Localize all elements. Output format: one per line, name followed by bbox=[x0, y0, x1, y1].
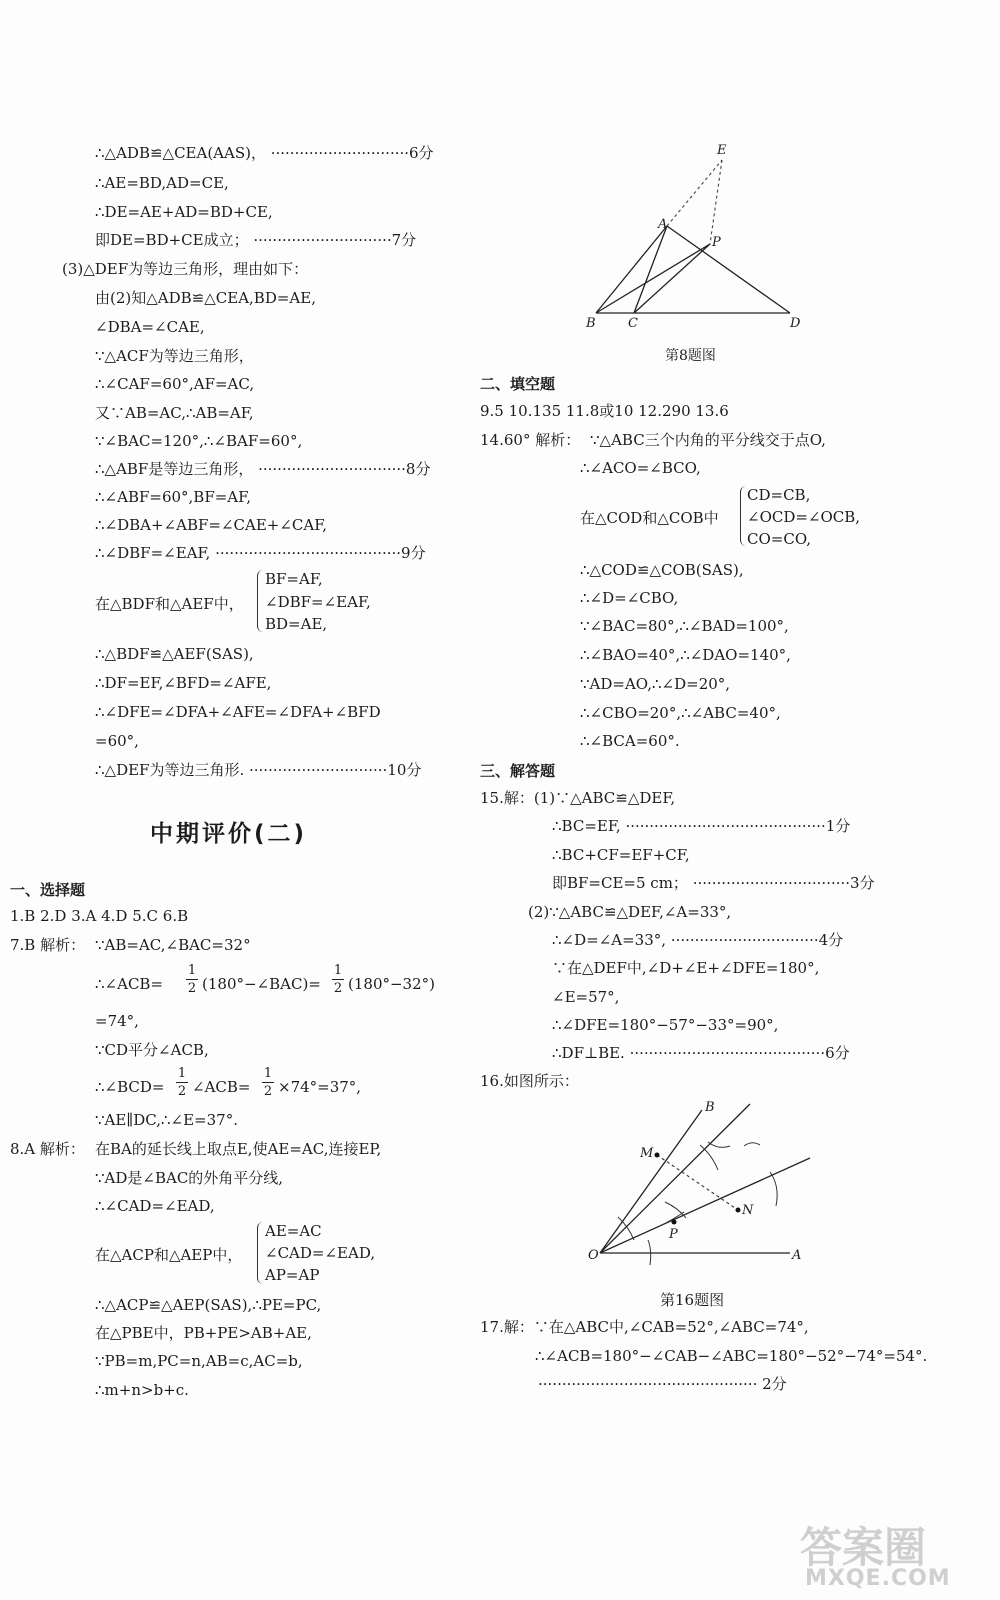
text-line: 在△COD和△COB中 bbox=[580, 509, 719, 527]
text-line: ∵CD平分∠ACB, bbox=[95, 1041, 209, 1059]
text-line: ∴∠DFE=180°−57°−33°=90°, bbox=[552, 1016, 779, 1034]
text-line: ∴∠ACO=∠BCO, bbox=[580, 459, 701, 477]
text-line: ∴DE=AE+AD=BD+CE, bbox=[95, 203, 273, 221]
text-line: (180°−32°) bbox=[348, 975, 435, 993]
text-line: ∠OCD=∠OCB, bbox=[747, 508, 861, 526]
text-line: ∴AE=BD,AD=CE, bbox=[95, 174, 229, 192]
text-line: ×74°=37°, bbox=[278, 1078, 362, 1096]
text-line: ∠E=57°, bbox=[552, 988, 620, 1006]
heading: 三、解答题 bbox=[480, 762, 556, 780]
text-line: ∴∠BCA=60°. bbox=[580, 732, 680, 750]
fig-label: O bbox=[588, 1248, 599, 1263]
figure-caption: 第16题图 bbox=[660, 1291, 725, 1309]
text-line: CO=CO, bbox=[747, 530, 812, 548]
text-line: ∵△ABC三个内角的平分线交于点O, bbox=[590, 431, 826, 449]
fig-label: P bbox=[669, 1227, 678, 1242]
text-line: ∴∠ABF=60°,BF=AF, bbox=[95, 488, 251, 506]
text-line: =60°, bbox=[95, 732, 139, 750]
text-line: ∴∠BAO=40°,∴∠DAO=140°, bbox=[580, 646, 791, 664]
text-line: 17.解：∵在△ABC中,∠CAB=52°,∠ABC=74°, bbox=[480, 1318, 809, 1336]
text-line: ∴∠ACB= bbox=[95, 975, 164, 993]
heading: 一、选择题 bbox=[10, 881, 86, 899]
text-line: ∠DBF=∠EAF, bbox=[265, 593, 371, 611]
text-line: 由(2)知△ADB≌△CEA,BD=AE, bbox=[95, 289, 316, 307]
text-line: CD=CB, bbox=[747, 486, 811, 504]
text-line: ∠ACB= bbox=[192, 1078, 251, 1096]
text-line: 又∵AB=AC,∴AB=AF, bbox=[95, 404, 254, 422]
fig-label: P bbox=[712, 235, 721, 250]
text-line: ∴∠CAD=∠EAD, bbox=[95, 1197, 215, 1215]
fig-label: N bbox=[742, 1203, 754, 1218]
text-line: ∴BC=EF, ··········································1分 bbox=[552, 817, 851, 835]
point-m bbox=[655, 1153, 660, 1158]
text-line: ∴∠DBF=∠EAF, ·······································9分 bbox=[95, 544, 426, 562]
fig-label: E bbox=[717, 143, 727, 158]
text-line: 即BF=CE=5 cm； ·································3分 bbox=[552, 874, 875, 892]
text-line: ∴△ABF是等边三角形， ·······························8分 bbox=[95, 460, 431, 478]
text-line: 7.B 解析： bbox=[10, 936, 86, 954]
text-line: ∴△ACP≌△AEP(SAS),∴PE=PC, bbox=[95, 1296, 322, 1314]
text-line: 16.如图所示： bbox=[480, 1072, 579, 1090]
text-line: ∴△ADB≌△CEA(AAS)， ·····························6分 bbox=[95, 144, 434, 162]
fig-label: M bbox=[640, 1146, 654, 1161]
text-line: ∠CAD=∠EAD, bbox=[265, 1244, 376, 1262]
text-line: 8.A 解析： bbox=[10, 1140, 85, 1158]
fig-label: A bbox=[658, 217, 668, 232]
fig-label: B bbox=[705, 1100, 715, 1115]
answers: 1.B 2.D 3.A 4.D 5.C 6.B bbox=[10, 907, 189, 925]
text-line: ∴∠D=∠CBO, bbox=[580, 589, 679, 607]
text-line: =74°, bbox=[95, 1012, 139, 1030]
fig-label: A bbox=[792, 1248, 802, 1263]
heading: 二、填空题 bbox=[480, 375, 556, 393]
text-line: 14.60° 解析： bbox=[480, 431, 581, 449]
fig-label: D bbox=[790, 316, 801, 331]
text-line: ∠DBA=∠CAE, bbox=[95, 318, 205, 336]
text-line: ∴△COD≌△COB(SAS), bbox=[580, 561, 744, 579]
text-line: ∵AE∥DC,∴∠E=37°. bbox=[95, 1111, 238, 1129]
text-line: ∵∠BAC=80°,∴∠BAD=100°, bbox=[580, 617, 789, 635]
text-line: ∵在△DEF中,∠D+∠E+∠DFE=180°, bbox=[552, 959, 820, 977]
text-line: ∴DF=EF,∠BFD=∠AFE, bbox=[95, 674, 272, 692]
text-line: (2)∵△ABC≌△DEF,∠A=33°, bbox=[528, 903, 732, 921]
text-line: ∴∠ACB=180°−∠CAB−∠ABC=180°−52°−74°=54°. bbox=[535, 1347, 928, 1365]
text-line: 15.解：(1)∵△ABC≌△DEF, bbox=[480, 789, 676, 807]
fraction: 1 2 bbox=[187, 963, 197, 996]
fig-label: B bbox=[586, 316, 596, 331]
text-line: 在△BDF和△AEF中， bbox=[95, 595, 244, 613]
text-line: ∴∠D=∠A=33°, ·······························4分 bbox=[552, 931, 844, 949]
text-line: ∴DF⊥BE. ·········································6分 bbox=[552, 1044, 850, 1062]
answers: 9.5 10.135 11.8或10 12.290 13.6 bbox=[480, 402, 729, 420]
text-line: ∴∠BCD= bbox=[95, 1078, 165, 1096]
text-line: ∵AB=AC,∠BAC=32° bbox=[95, 936, 251, 954]
figure-caption: 第8题图 bbox=[665, 348, 716, 364]
fig-label: C bbox=[628, 316, 638, 331]
text-line: ∵∠BAC=120°,∴∠BAF=60°, bbox=[95, 432, 303, 450]
text-line: 在△ACP和△AEP中， bbox=[95, 1246, 243, 1264]
point-n bbox=[736, 1208, 741, 1213]
section-title: 中期评价(二) bbox=[150, 821, 308, 847]
text-line: 在BA的延长线上取点E,使AE=AC,连接EP, bbox=[95, 1140, 382, 1158]
text-line: ∵△ACF为等边三角形， bbox=[95, 347, 254, 365]
text-line: AE=AC bbox=[265, 1222, 322, 1240]
fraction: 1 2 bbox=[177, 1066, 187, 1099]
text-line: 即DE=BD+CE成立； ·····························7分 bbox=[95, 231, 417, 249]
text-line: ∴BC+CF=EF+CF, bbox=[552, 846, 690, 864]
text-line: ∴∠DFE=∠DFA+∠AFE=∠DFA+∠BFD bbox=[95, 703, 381, 721]
text-line: (3)△DEF为等边三角形，理由如下： bbox=[62, 260, 309, 278]
text-line: ∵AD=AO,∴∠D=20°, bbox=[580, 675, 731, 693]
fraction: 1 2 bbox=[333, 963, 343, 996]
text-line: ∴∠DBA+∠ABF=∠CAE+∠CAF, bbox=[95, 516, 328, 534]
watermark-logo: 答案圈 bbox=[800, 1523, 927, 1572]
text-line: ∴∠CAF=60°,AF=AC, bbox=[95, 375, 255, 393]
text-line: AP=AP bbox=[265, 1266, 320, 1284]
text-line: BD=AE, bbox=[265, 615, 328, 633]
point-p bbox=[672, 1220, 677, 1225]
text-line: ∴△DEF为等边三角形. ·····························10分 bbox=[95, 761, 422, 779]
text-line: (180°−∠BAC)= bbox=[202, 975, 321, 993]
text-line: ∵AD是∠BAC的外角平分线, bbox=[95, 1169, 284, 1187]
fraction: 1 2 bbox=[263, 1066, 273, 1099]
watermark-url: MXQE.COM bbox=[805, 1566, 951, 1591]
text-line: ·············································· 2分 bbox=[538, 1375, 787, 1393]
text-line: ∴△BDF≌△AEF(SAS), bbox=[95, 645, 254, 663]
text-line: ∴m+n>b+c. bbox=[95, 1381, 189, 1399]
text-line: ∴∠CBO=20°,∴∠ABC=40°, bbox=[580, 704, 781, 722]
text-line: 在△PBE中，PB+PE>AB+AE, bbox=[95, 1324, 312, 1342]
text-line: BF=AF, bbox=[265, 570, 323, 588]
text-line: ∵PB=m,PC=n,AB=c,AC=b, bbox=[95, 1352, 303, 1370]
